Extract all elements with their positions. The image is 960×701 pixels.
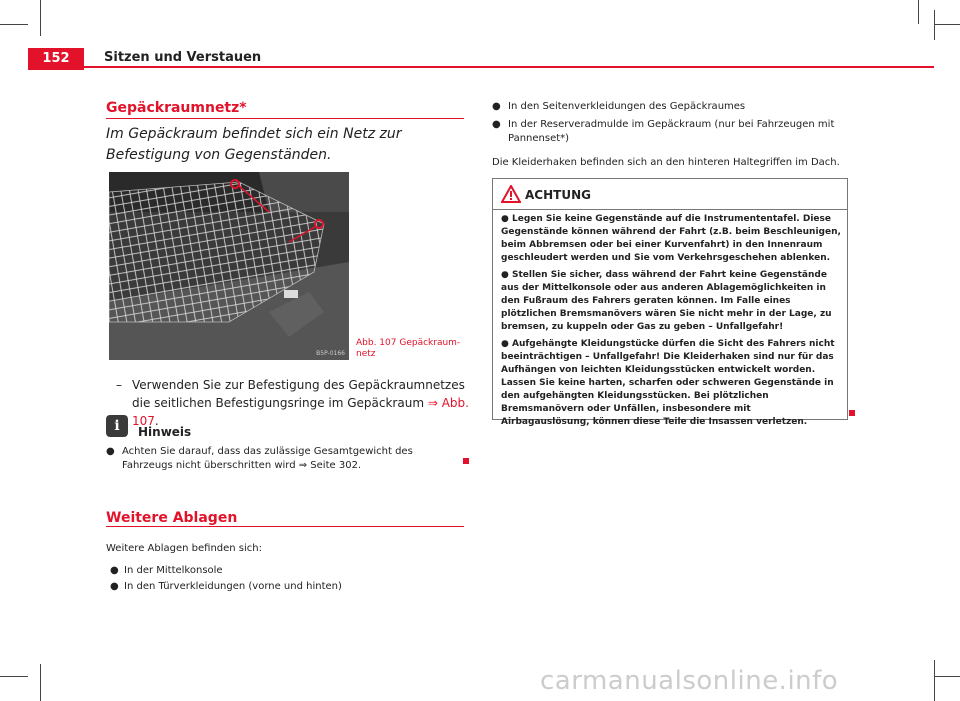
list-bullet: ● xyxy=(110,565,119,576)
list-bullet: ● xyxy=(110,581,119,592)
ablagen-intro: Weitere Ablagen befinden sich: xyxy=(106,543,262,554)
warning-item: ● Aufgehängte Kleidungstücke dürfen die Sicht des Fahrers nicht beeinträchtigen – Unfallgefahr! Die Kleiderhaken sind nur für das Aufhängen von leichten Kleidungsstücken entwickelt worden. Lassen Sie keine harten, scharfen oder schweren Gegenstände in den aufgehängten Kleidungsstücken. Bei plötzlichen Bremsmanövern oder Unfällen, insbesondere mit Airbagauslösung, können diese Teile die Insassen verletzen. xyxy=(501,339,835,427)
intro-text: Im Gepäckraum befindet sich ein Netz zur Befestigung von Gegenständen. xyxy=(106,126,402,163)
section-end-mark xyxy=(849,410,855,416)
figure-code: B5P-0166 xyxy=(316,350,345,357)
crop-mark xyxy=(934,10,935,40)
crop-mark xyxy=(918,0,919,24)
instruction-step xyxy=(116,376,484,430)
warning-title: ACHTUNG xyxy=(525,188,591,202)
warning-item: ● Legen Sie keine Gegenstände auf die Instrumententafel. Diese Gegenstände können während der Fahrt (z.B. beim Beschleunigen, beim Abbremsen oder bei einer Kurvenfahrt) in den Innenraum geschleudert werden und Sie vom Verkehrsgeschehen ablenken. xyxy=(501,214,841,263)
figure-link[interactable]: ⇒ Abb. 107 xyxy=(132,396,469,428)
crop-mark xyxy=(40,664,41,701)
step-end: . xyxy=(154,414,159,428)
watermark: carmanualsonline.info xyxy=(540,666,839,696)
crop-mark xyxy=(934,24,960,25)
list-item: In der Mittelkonsole xyxy=(124,565,223,576)
page-number: 152 xyxy=(28,48,84,70)
section-title: Sitzen und Verstauen xyxy=(104,50,262,65)
list-item: In den Seitenverkleidungen des Gepäckraumes xyxy=(508,101,746,112)
warning-body xyxy=(501,213,841,433)
warning-header xyxy=(493,179,847,210)
crop-mark xyxy=(0,676,28,677)
list-item: In der Reserveradmulde im Gepäckraum (nur bei Fahrzeugen mit Pannenset*) xyxy=(508,119,835,144)
heading-rule xyxy=(106,526,464,527)
warning-item: ● Stellen Sie sicher, dass während der Fahrt keine Gegenstände aus der Mittelkonsole oder aus anderen Ablagemöglichkeiten in den Fußraum des Fahrers geraten können. Im Falle eines plötzlichen Bremsmanövers wären Sie nicht mehr in der Lage, zu bremsen, zu kuppeln oder Gas zu geben – Unfallgefahr! xyxy=(501,270,832,332)
kleiderhaken-paragraph: Die Kleiderhaken befinden sich an den hinteren Haltegriffen im Dach. xyxy=(492,157,840,168)
step-text: Verwenden Sie zur Befestigung des Gepäckraumnetzes die seitlichen Befestigungsringe im Gepäckraum xyxy=(132,378,465,410)
note-text: Achten Sie darauf, dass das zulässige Gesamtgewicht des Fahrzeugs nicht überschritten wird ⇒ Seite 302. xyxy=(122,446,413,471)
luggage-net-figure xyxy=(109,172,349,360)
crop-mark xyxy=(934,660,935,701)
heading-weitere-ablagen: Weitere Ablagen xyxy=(106,510,238,526)
crop-mark xyxy=(40,0,41,36)
luggage-net-illustration xyxy=(109,172,349,360)
crop-mark xyxy=(0,24,28,25)
list-item: In den Türverkleidungen (vorne und hinten) xyxy=(124,581,342,592)
heading-rule xyxy=(106,118,464,119)
warning-box xyxy=(492,178,848,427)
figure-caption: Abb. 107 Gepäckraum-netz xyxy=(356,338,461,359)
list-bullet: ● xyxy=(492,119,501,130)
list-bullet: ● xyxy=(492,101,501,112)
section-end-mark xyxy=(463,458,469,464)
crop-mark xyxy=(934,676,960,677)
info-icon: i xyxy=(106,415,128,437)
heading-gepaeckraumnetz: Gepäckraumnetz* xyxy=(106,100,247,116)
note-title: Hinweis xyxy=(138,425,192,439)
warning-triangle-icon xyxy=(501,185,521,203)
note-bullet: ● xyxy=(106,446,115,457)
header-rule xyxy=(84,66,934,68)
step-dash: – xyxy=(116,378,122,392)
